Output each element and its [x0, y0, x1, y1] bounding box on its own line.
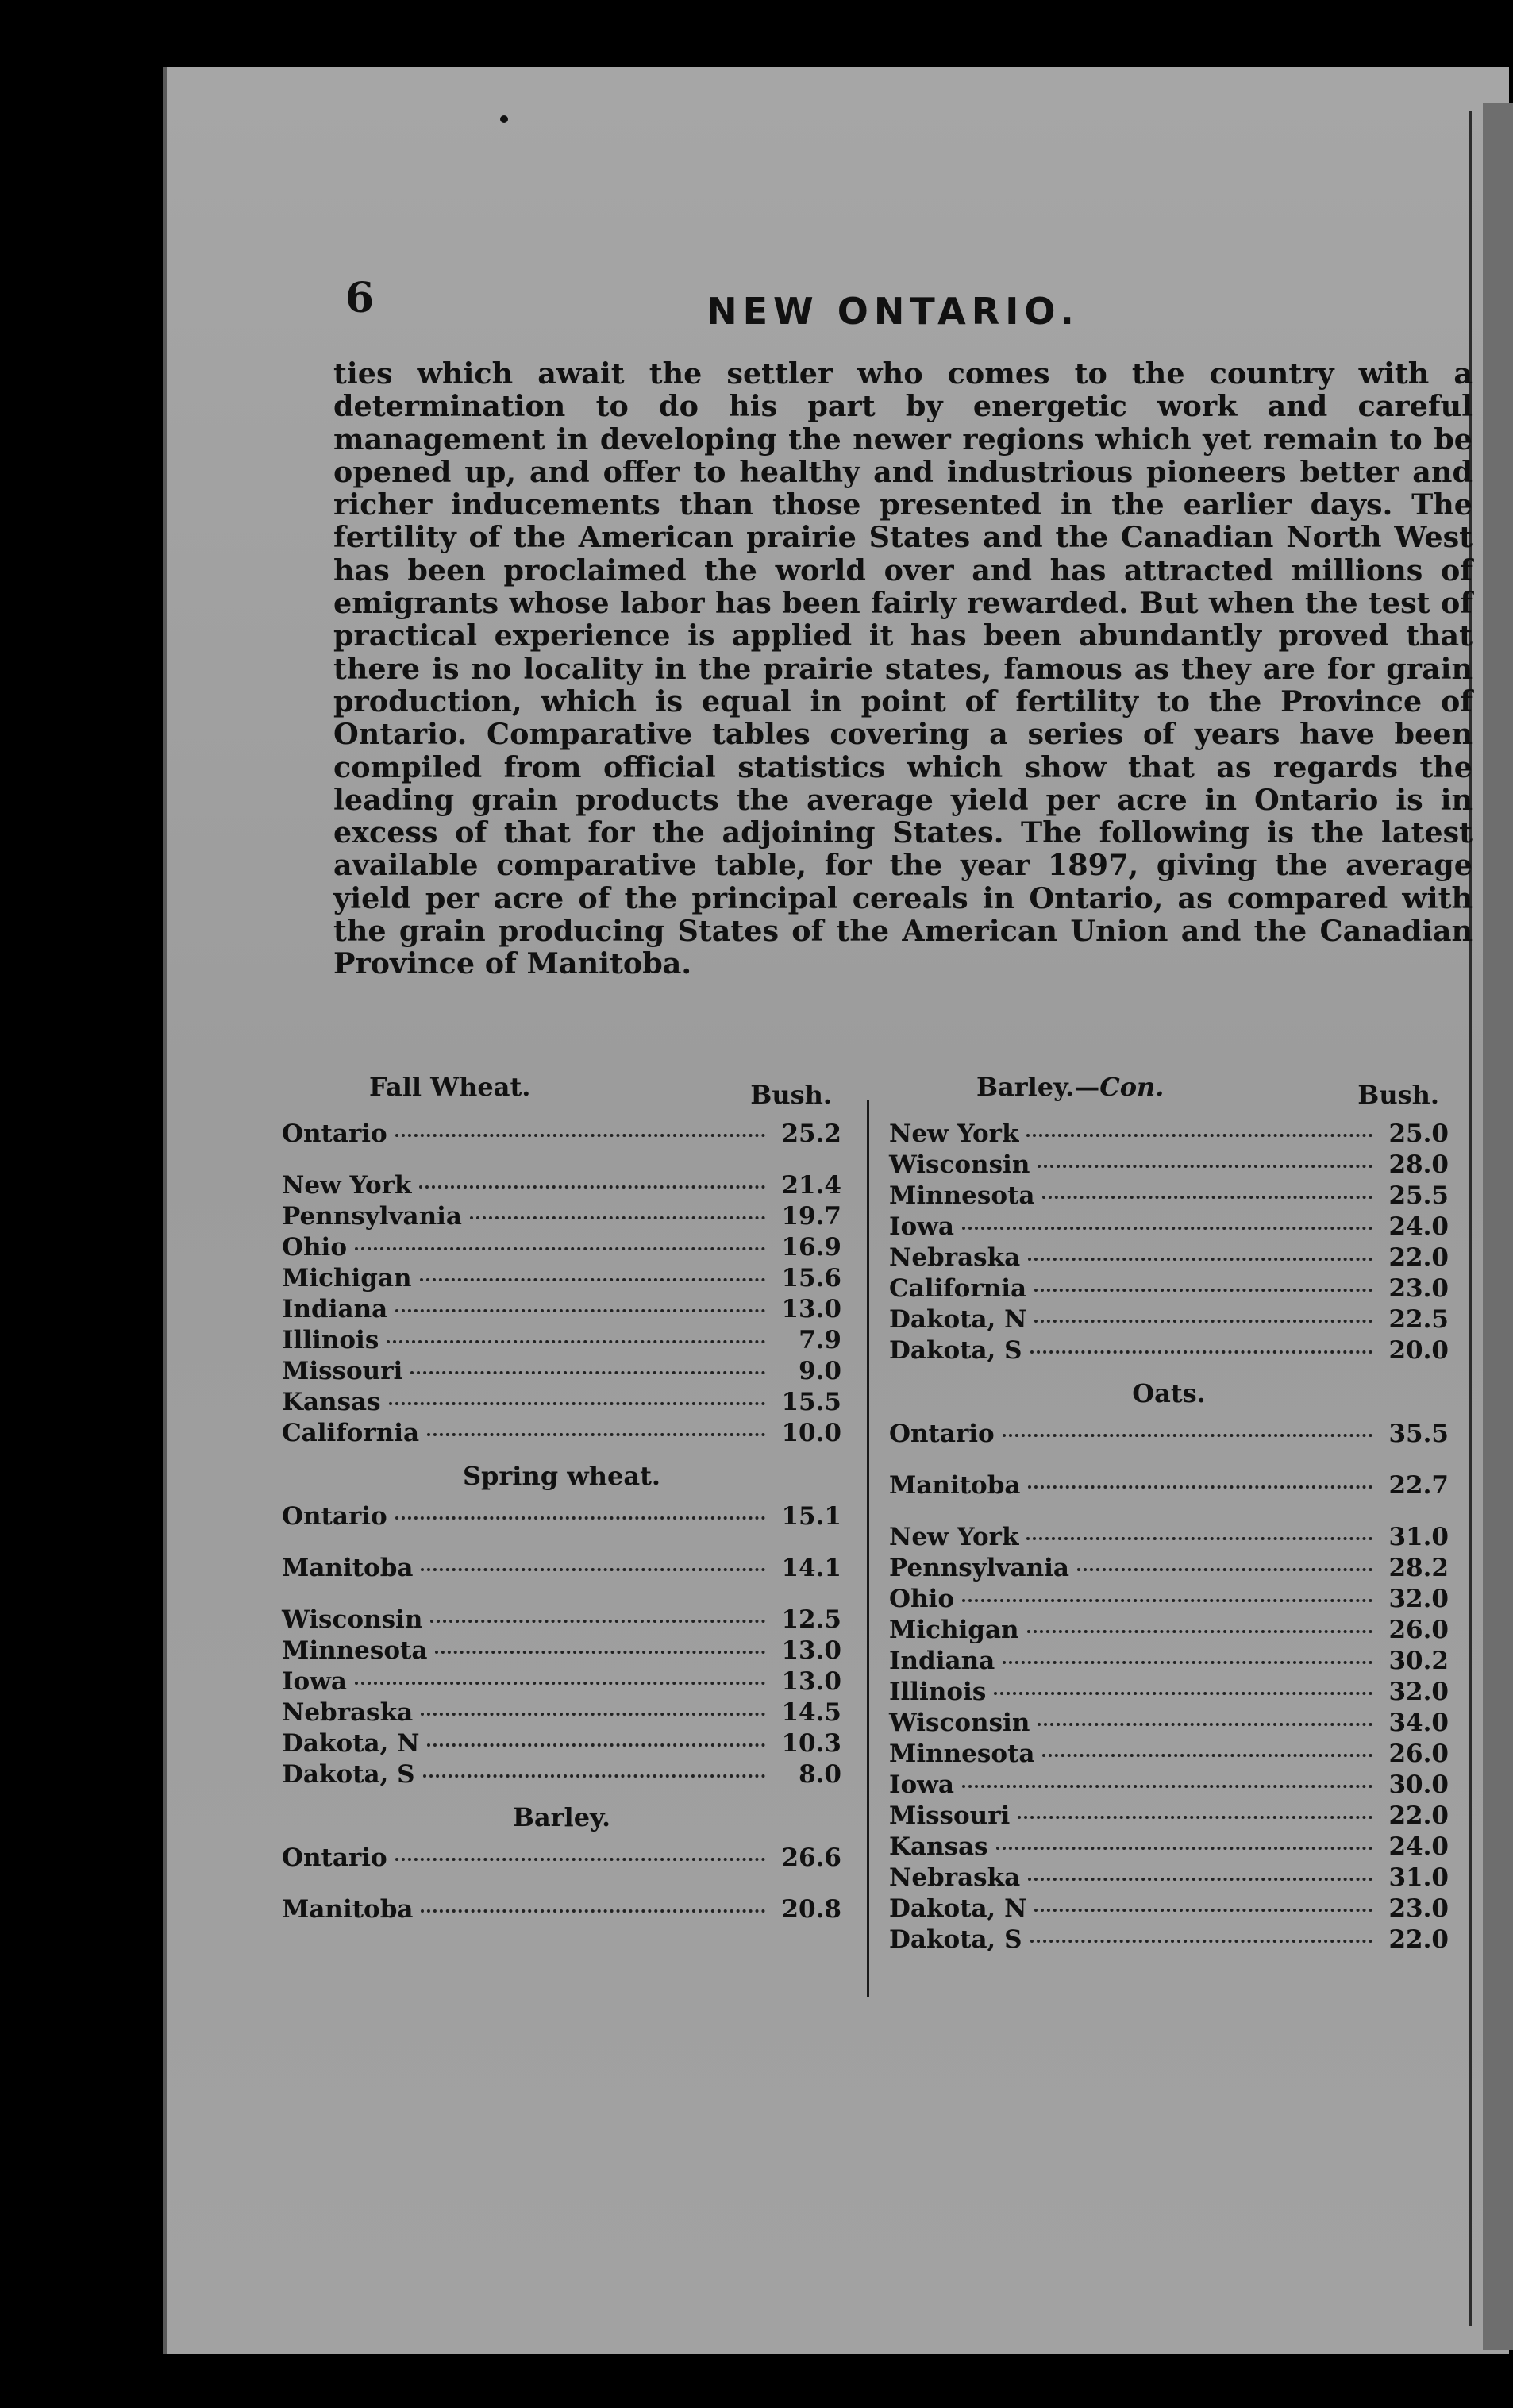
row-value: 25.2 — [781, 1119, 841, 1148]
row-label: Iowa — [282, 1667, 347, 1696]
row-value: 10.3 — [781, 1729, 841, 1758]
row-label: Dakota, S — [889, 1925, 1022, 1954]
table-row — [282, 1844, 841, 1874]
running-title: NEW ONTARIO. — [706, 290, 1080, 333]
row-label: Pennsylvania — [282, 1202, 463, 1231]
row-label: Minnesota — [889, 1740, 1035, 1768]
row-label: New York — [282, 1171, 412, 1200]
row-value: 20.0 — [1388, 1336, 1449, 1365]
row-label: Dakota, S — [282, 1760, 415, 1789]
dot-leader — [355, 1247, 765, 1250]
row-value: 15.1 — [781, 1502, 841, 1531]
row-value: 28.2 — [1388, 1554, 1449, 1582]
table-row — [282, 1202, 841, 1233]
row-value: 32.0 — [1388, 1585, 1449, 1613]
table-row — [282, 1605, 841, 1636]
row-label: Dakota, N — [889, 1894, 1027, 1923]
oats-list — [889, 1420, 1449, 1956]
dot-leader — [1027, 1630, 1372, 1633]
dot-leader — [994, 1692, 1372, 1695]
table-row — [282, 1419, 841, 1450]
row-value: 13.0 — [781, 1636, 841, 1665]
dot-leader — [1030, 1940, 1372, 1943]
row-label: Ontario — [282, 1844, 387, 1872]
row-value: 31.0 — [1388, 1523, 1449, 1551]
column-header — [889, 1072, 1449, 1119]
row-value: 35.5 — [1388, 1420, 1449, 1448]
dot-leader — [420, 1278, 765, 1281]
row-label: Iowa — [889, 1212, 954, 1241]
row-value: 30.2 — [1388, 1647, 1449, 1675]
dot-leader — [410, 1371, 765, 1374]
body-paragraph: ties which await the settler who comes to the country with a determination to do his part by energetic work and careful management in developing the newer regions which yet remain to be opened up, and offer to healthy and industrious pioneers better and richer inducements than those presented in the earlier days. The fertility of the American prairie States and the Canadian North West has been proclaimed the world over and has attracted millions of emigrants whose labor has been fairly rewarded. But when the test of practical experience is applied it has been abundantly proved that there is no locality in the prairie states, famous as they are for grain production, which is equal in point of fertility to the Province of Ontario. Comparative tables covering a series of years have been compiled from official statistics which show that as regards the leading grain products the average yield per acre in Ontario is in excess of that for the adjoining States. The following is the latest available comparative table, for the year 1897, giving the average yield per acre of the principal cereals in Ontario, as compared with the grain producing States of the American Union and the Canadian Province of Manitoba. — [333, 356, 1473, 981]
row-value: 22.5 — [1388, 1305, 1449, 1334]
table-row — [282, 1264, 841, 1295]
table-row — [889, 1678, 1449, 1709]
row-label: Wisconsin — [282, 1605, 423, 1634]
dot-leader — [1003, 1434, 1372, 1437]
table-column-left — [282, 1072, 841, 1926]
dot-leader — [423, 1774, 765, 1778]
dot-leader — [1034, 1909, 1372, 1912]
dot-leader — [1026, 1537, 1372, 1540]
table-row — [282, 1554, 841, 1585]
table-row — [889, 1647, 1449, 1678]
row-label: Illinois — [282, 1326, 379, 1354]
table-row — [889, 1150, 1449, 1181]
table-row — [282, 1895, 841, 1926]
table-row — [889, 1243, 1449, 1274]
column-header — [282, 1072, 841, 1119]
row-label: New York — [889, 1119, 1019, 1148]
row-label: Manitoba — [282, 1895, 414, 1924]
row-label: Ontario — [889, 1420, 995, 1448]
dot-leader — [430, 1620, 765, 1623]
row-value: 26.0 — [1388, 1740, 1449, 1768]
dot-leader — [427, 1433, 765, 1436]
row-value: 14.1 — [781, 1554, 841, 1582]
row-label: Ohio — [282, 1233, 347, 1262]
row-value: 32.0 — [1388, 1678, 1449, 1706]
row-value: 9.0 — [799, 1357, 841, 1385]
page-number: 6 — [345, 274, 375, 322]
row-value: 19.7 — [781, 1202, 841, 1231]
dot-leader — [1034, 1289, 1372, 1292]
row-label: Michigan — [889, 1616, 1019, 1644]
row-label: Nebraska — [889, 1243, 1021, 1272]
table-row — [889, 1336, 1449, 1367]
dot-leader — [395, 1516, 765, 1520]
oats-heading: Oats. — [1132, 1378, 1206, 1408]
table-row — [282, 1388, 841, 1419]
row-value: 24.0 — [1388, 1212, 1449, 1241]
table-row — [282, 1502, 841, 1533]
row-value: 25.0 — [1388, 1119, 1449, 1148]
table-row — [889, 1709, 1449, 1740]
row-label: Minnesota — [889, 1181, 1035, 1210]
row-value: 22.0 — [1388, 1925, 1449, 1954]
dot-leader — [1042, 1754, 1372, 1757]
table-row — [282, 1119, 841, 1150]
dot-leader — [421, 1568, 765, 1571]
table-row — [889, 1740, 1449, 1770]
row-label: Missouri — [282, 1357, 403, 1385]
dot-leader — [1042, 1196, 1372, 1199]
table-row — [889, 1119, 1449, 1150]
row-label: Indiana — [282, 1295, 388, 1323]
table-row — [889, 1925, 1449, 1956]
row-value: 13.0 — [781, 1667, 841, 1696]
dot-leader — [419, 1185, 765, 1189]
row-label: Iowa — [889, 1770, 954, 1799]
dot-leader — [395, 1309, 765, 1312]
row-value: 22.7 — [1388, 1471, 1449, 1500]
row-value: 16.9 — [781, 1233, 841, 1262]
table-row — [889, 1471, 1449, 1502]
row-label: Manitoba — [282, 1554, 414, 1582]
table-row — [282, 1295, 841, 1326]
row-label: Wisconsin — [889, 1709, 1030, 1737]
dot-leader — [1003, 1661, 1372, 1664]
unit-label: Bush. — [1357, 1080, 1439, 1110]
row-label: Kansas — [889, 1832, 988, 1861]
row-label: Kansas — [282, 1388, 381, 1416]
table-row — [282, 1698, 841, 1729]
row-value: 25.5 — [1388, 1181, 1449, 1210]
row-value: 22.0 — [1388, 1801, 1449, 1830]
dot-leader — [387, 1340, 765, 1343]
table-row — [889, 1863, 1449, 1894]
dot-leader — [470, 1216, 765, 1219]
table-row — [889, 1616, 1449, 1647]
table-row — [889, 1274, 1449, 1305]
dot-leader — [1034, 1320, 1372, 1323]
dot-leader — [962, 1599, 1372, 1602]
table-column-right — [889, 1072, 1449, 1956]
dot-leader — [1028, 1878, 1372, 1881]
row-value: 20.8 — [781, 1895, 841, 1924]
dot-leader — [355, 1682, 765, 1685]
dot-leader — [1026, 1134, 1372, 1137]
row-label: Pennsylvania — [889, 1554, 1070, 1582]
row-value: 26.6 — [781, 1844, 841, 1872]
dot-leader — [395, 1134, 765, 1137]
table-row — [282, 1760, 841, 1791]
table-row — [889, 1305, 1449, 1336]
row-label: New York — [889, 1523, 1019, 1551]
row-value: 13.0 — [781, 1295, 841, 1323]
table-row — [282, 1171, 841, 1202]
table-row — [282, 1667, 841, 1698]
row-label: Dakota, N — [889, 1305, 1027, 1334]
barley-con-heading: Barley.— — [976, 1072, 1100, 1102]
spring-wheat-list — [282, 1502, 841, 1791]
fall-wheat-heading: Fall Wheat. — [369, 1072, 531, 1102]
barley-con-list — [889, 1119, 1449, 1367]
table-row — [889, 1181, 1449, 1212]
row-label: Minnesota — [282, 1636, 428, 1665]
dot-leader — [427, 1743, 765, 1747]
row-label: Dakota, S — [889, 1336, 1022, 1365]
dot-leader — [389, 1402, 765, 1405]
row-label: Indiana — [889, 1647, 995, 1675]
table-row — [889, 1523, 1449, 1554]
dot-leader — [1038, 1165, 1372, 1168]
row-label: Dakota, N — [282, 1729, 420, 1758]
dot-leader — [395, 1858, 765, 1861]
row-value: 22.0 — [1388, 1243, 1449, 1272]
dot-leader — [421, 1909, 765, 1913]
row-value: 15.5 — [781, 1388, 841, 1416]
barley-heading: Barley. — [512, 1802, 611, 1832]
row-label: Nebraska — [282, 1698, 414, 1727]
row-value: 23.0 — [1388, 1274, 1449, 1303]
table-row — [889, 1894, 1449, 1925]
table-row — [889, 1212, 1449, 1243]
row-value: 10.0 — [781, 1419, 841, 1447]
table-row — [889, 1554, 1449, 1585]
row-value: 7.9 — [799, 1326, 841, 1354]
dot-leader — [435, 1651, 765, 1654]
table-row — [889, 1832, 1449, 1863]
spring-wheat-heading: Spring wheat. — [462, 1461, 661, 1491]
table-row — [282, 1357, 841, 1388]
table-row — [282, 1636, 841, 1667]
row-label: California — [282, 1419, 420, 1447]
table-row — [889, 1585, 1449, 1616]
dot-leader — [421, 1713, 765, 1716]
table-row — [282, 1729, 841, 1760]
row-label: Illinois — [889, 1678, 987, 1706]
table-row — [282, 1326, 841, 1357]
dot-leader — [1028, 1485, 1372, 1489]
dot-leader — [1028, 1258, 1372, 1261]
row-value: 15.6 — [781, 1264, 841, 1293]
ink-spot — [500, 115, 508, 123]
page-header — [329, 270, 1457, 349]
row-value: 31.0 — [1388, 1863, 1449, 1892]
row-label: Ontario — [282, 1502, 387, 1531]
dot-leader — [962, 1227, 1372, 1230]
dot-leader — [1030, 1350, 1372, 1354]
table-row — [889, 1420, 1449, 1451]
row-value: 24.0 — [1388, 1832, 1449, 1861]
continued-label: Con. — [1099, 1072, 1165, 1102]
row-value: 14.5 — [781, 1698, 841, 1727]
dot-leader — [1038, 1723, 1372, 1726]
row-value: 23.0 — [1388, 1894, 1449, 1923]
dot-leader — [1018, 1816, 1372, 1819]
dot-leader — [996, 1847, 1372, 1850]
table-row — [282, 1233, 841, 1264]
row-value: 30.0 — [1388, 1770, 1449, 1799]
row-label: Michigan — [282, 1264, 412, 1293]
dot-leader — [962, 1785, 1372, 1788]
row-value: 21.4 — [781, 1171, 841, 1200]
row-label: California — [889, 1274, 1027, 1303]
page-edge — [1483, 103, 1513, 2350]
column-divider — [867, 1100, 869, 1997]
row-value: 28.0 — [1388, 1150, 1449, 1179]
row-label: Nebraska — [889, 1863, 1021, 1892]
unit-label: Bush. — [750, 1080, 832, 1110]
row-value: 26.0 — [1388, 1616, 1449, 1644]
table-row — [889, 1770, 1449, 1801]
row-label: Missouri — [889, 1801, 1011, 1830]
row-label: Ohio — [889, 1585, 954, 1613]
row-value: 34.0 — [1388, 1709, 1449, 1737]
dot-leader — [1077, 1568, 1372, 1571]
row-label: Ontario — [282, 1119, 387, 1148]
table-row — [889, 1801, 1449, 1832]
barley-list — [282, 1844, 841, 1926]
fall-wheat-list — [282, 1119, 841, 1450]
row-value: 8.0 — [799, 1760, 841, 1789]
row-label: Manitoba — [889, 1471, 1021, 1500]
row-value: 12.5 — [781, 1605, 841, 1634]
row-label: Wisconsin — [889, 1150, 1030, 1179]
